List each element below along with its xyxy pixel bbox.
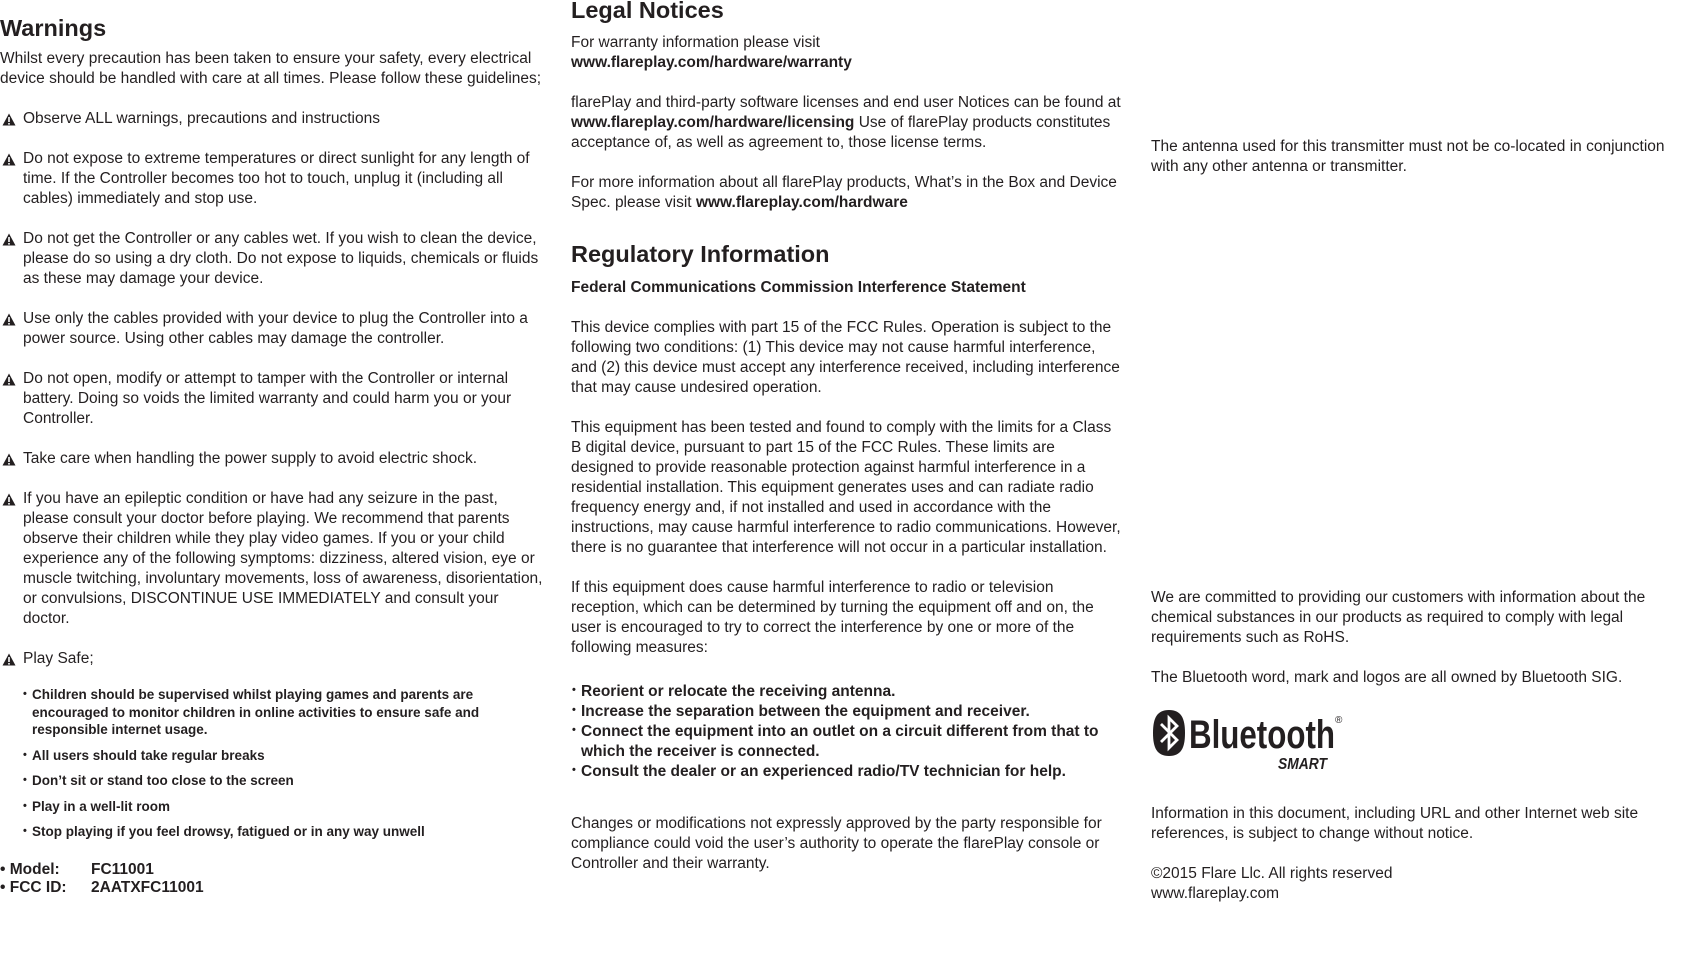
registered-mark: ®	[1335, 715, 1343, 726]
warning-triangle-icon	[2, 153, 16, 166]
hardware-link[interactable]: www.flareplay.com/hardware	[695, 194, 908, 211]
warning-text: Take care when handling the power supply to avoid electric shock.	[23, 450, 478, 467]
licensing-link[interactable]: www.flareplay.com/hardware/licensing	[571, 114, 855, 131]
warning-triangle-icon	[2, 653, 16, 666]
model-value: FC11001	[91, 860, 154, 878]
fcc-paragraph-1: This device complies with part 15 of the FCC Rules. Operation is subject to the following two conditions: (1) This device may not cause harmful interference, and (2) this device must accept any interference received, including interference that may cause undesired operation.	[571, 319, 1120, 396]
regulatory-title: Regulatory Information	[571, 241, 830, 267]
warning-item	[0, 369, 545, 429]
copyright: ©2015 Flare Llc. All rights reserved	[1151, 865, 1393, 882]
legal-column	[571, 0, 1121, 874]
fccid-value: 2AATXFC11001	[91, 878, 204, 896]
play-safe-item: • Don’t sit or stand too close to the screen	[0, 772, 545, 790]
more-info-paragraph: For more information about all flarePlay products, What’s in the Box and Device Spec. please visit www.flareplay.com/hardware	[571, 174, 1117, 211]
warning-item	[0, 649, 545, 669]
bluetooth-logo-smart: SMART	[1278, 756, 1329, 773]
fcc-paragraph-3: If this equipment does cause harmful interference to radio or television reception, which can be determined by turning the equipment off and on, the user is encouraged to try to correct the interference by one or more of the following measures:	[571, 579, 1094, 656]
warnings-title: Warnings	[0, 15, 107, 41]
warranty-link[interactable]: www.flareplay.com/hardware/warranty	[571, 54, 852, 71]
bluetooth-logo-word: Bluetooth	[1189, 713, 1335, 757]
measure-item: • Consult the dealer or an experienced radio/TV technician for help.	[571, 762, 1121, 782]
warning-item	[0, 449, 545, 469]
bluetooth-ownership: The Bluetooth word, mark and logos are all owned by Bluetooth SIG.	[1151, 669, 1623, 686]
warning-triangle-icon	[2, 113, 16, 126]
warning-item	[0, 109, 545, 129]
warning-item	[0, 489, 545, 629]
fccid-label: • FCC ID:	[0, 878, 67, 896]
warning-item	[0, 229, 545, 289]
warning-triangle-icon	[2, 493, 16, 506]
fcc-paragraph-2: This equipment has been tested and found to comply with the limits for a Class B digital device, pursuant to part 15 of the FCC Rules. These limits are designed to provide reasonable protection against harmful interference in a residential installation. This equipment generates uses and can radiate radio frequency energy and, if not installed and used in accordance with the instructions, may cause harmful interference to radio communications. However, there is no guarantee that interference will not occur in a particular installation.	[571, 419, 1121, 556]
play-safe-item: • Children should be supervised whilst playing games and parents are encouraged to monitor children in online activities to ensure safe and responsible internet usage.	[0, 686, 545, 739]
warnings-column	[0, 0, 545, 897]
warning-text: Do not expose to extreme temperatures or direct sunlight for any length of time. If the Controller becomes too hot to touch, unplug it (including all cables) immediately and stop use.	[23, 150, 530, 207]
warning-text: Do not open, modify or attempt to tamper with the Controller or internal battery. Doing so voids the limited warranty and could harm you or your Controller.	[23, 370, 512, 427]
website-link[interactable]: www.flareplay.com	[1151, 885, 1280, 902]
warning-triangle-icon	[2, 233, 16, 246]
notices-column	[1151, 0, 1682, 904]
info-change-paragraph: Information in this document, including URL and other Internet web site references, is subject to change without notice.	[1151, 805, 1639, 842]
measure-item: • Increase the separation between the equipment and receiver.	[571, 702, 1121, 722]
antenna-paragraph: The antenna used for this transmitter must not be co-located in conjunction with any other antenna or transmitter.	[1151, 138, 1665, 175]
warning-triangle-icon	[2, 373, 16, 386]
play-safe-item: • Play in a well-lit room	[0, 798, 545, 816]
warranty-text: For warranty information please visit	[571, 34, 820, 51]
warnings-intro: Whilst every precaution has been taken to ensure your safety, every electrical device should be handled with care at all times. Please follow these guidelines;	[0, 50, 542, 87]
play-safe-item: • All users should take regular breaks	[0, 747, 545, 765]
model-label: • Model:	[0, 860, 60, 878]
fcc-subtitle: Federal Communications Commission Interference Statement	[571, 279, 1026, 296]
bluetooth-smart-logo	[1151, 709, 1346, 775]
measure-item: • Connect the equipment into an outlet on a circuit different from that to which the receiver is connected.	[571, 722, 1121, 762]
measure-item: • Reorient or relocate the receiving antenna.	[571, 682, 1121, 702]
warning-text: Play Safe;	[23, 650, 94, 667]
model-row	[0, 861, 545, 879]
legal-title: Legal Notices	[571, 0, 724, 23]
rohs-paragraph: We are committed to providing our customers with information about the chemical substances in our products as required to comply with legal requirements such as RoHS.	[1151, 589, 1646, 646]
warning-item	[0, 309, 545, 349]
changes-paragraph: Changes or modifications not expressly approved by the party responsible for compliance could void the user’s authority to operate the flarePlay console or Controller and their warranty.	[571, 815, 1102, 872]
warning-text: Observe ALL warnings, precautions and instructions	[23, 110, 380, 127]
warning-triangle-icon	[2, 313, 16, 326]
fccid-row	[0, 879, 545, 897]
warning-text: If you have an epileptic condition or have had any seizure in the past, please consult your doctor before playing. We recommend that parents observe their children while they play video games. If you or your child experience any of the following symptoms: dizziness, altered vision, eye or muscle twitching, involuntary movements, loss of awareness, disorientation, or convulsions, DISCONTINUE USE IMMEDIATELY and consult your doctor.	[23, 490, 543, 627]
warning-text: Use only the cables provided with your device to plug the Controller into a power source. Using other cables may damage the controller.	[23, 310, 528, 347]
warning-text: Do not get the Controller or any cables wet. If you wish to clean the device, please do so using a dry cloth. Do not expose to liquids, chemicals or fluids as these may damage your device.	[23, 230, 539, 287]
warning-item	[0, 149, 545, 209]
play-safe-item: • Stop playing if you feel drowsy, fatigued or in any way unwell	[0, 823, 545, 841]
licensing-paragraph: flarePlay and third-party software licenses and end user Notices can be found at www.flareplay.com/hardware/licensing Use of flarePlay products constitutes acceptance of, as well as agreement to, those license terms.	[571, 94, 1121, 151]
warning-triangle-icon	[2, 453, 16, 466]
